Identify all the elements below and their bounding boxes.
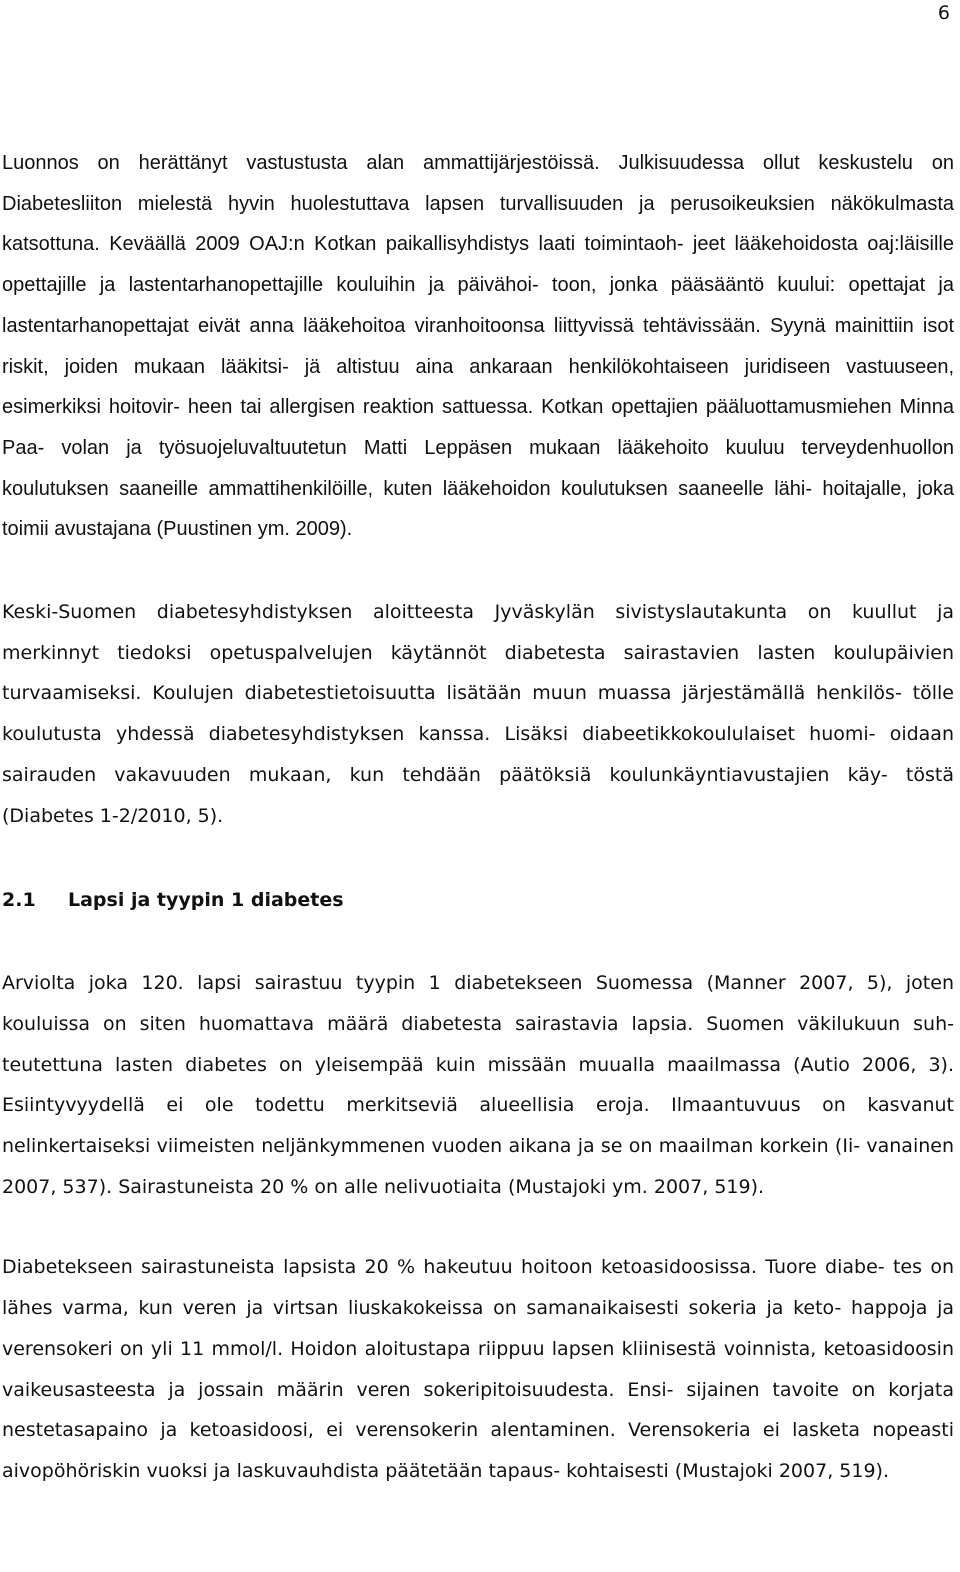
text-line: vanainen 2007, 537). Sairastuneista 20 % on alle nelivuotiaita (Mustajoki ym. 2007, 519). — [2, 1135, 954, 1198]
text-line: jeet lääkehoidosta oaj:läisille opettajille ja lastentarhanopettajille kouluihin ja päivähoi- — [2, 233, 954, 297]
paragraph-prevalence — [2, 963, 954, 1207]
document-body — [2, 143, 954, 1492]
text-line: voinnista, ketoasidoosin vaikeusasteesta ja jossain määrin veren sokeripitoisuudesta. Ensi- — [2, 1337, 954, 1401]
text-line: merkinnyt tiedoksi opetuspalvelujen käytännöt diabetesta sairastavien lasten koulupäivien — [2, 641, 954, 664]
text-line: 3). Esiintyvyydellä ei ole todettu merkitseviä alueellisia eroja. Ilmaantuvuus on kasvanut — [2, 1053, 954, 1117]
section-heading — [2, 880, 954, 920]
text-line: oidaan sairauden vakavuuden mukaan, kun tehdään päätöksiä koulunkäyntiavustajien käy- — [2, 723, 954, 786]
text-line: toon, jonka pääsääntö kuului: opettajat ja lastentarhanopettajat eivät anna lääkehoitoa — [2, 274, 955, 337]
text-line: Verensokeria ei lasketa nopeasti aivopöhöriskin vuoksi ja laskuvauhdista päätetään tapaus- — [2, 1419, 955, 1482]
text-line: tes on lähes varma, kun veren ja virtsan liuskakokeissa on samanaikaisesti sokeria ja keto- — [2, 1256, 954, 1320]
text-line: teutettuna lasten diabetes on yleisempää kuin missään muualla maailmassa (Autio 2006, — [2, 1053, 929, 1076]
text-line: jä altistuu aina ankaraan henkilökohtaiseen juridiseen vastuuseen, esimerkiksi hoitovir- — [2, 355, 955, 419]
text-line: viranhoitoonsa liittyvissä tehtävissään. Syynä mainittiin isot riskit, joiden mukaan lääkitsi- — [2, 314, 955, 378]
text-line: sijainen tavoite on korjata nestetasapaino ja ketoasidoosi, ei verensokerin alentaminen. — [2, 1378, 955, 1442]
paragraph-keski-suomi — [2, 592, 954, 836]
text-line: kouluissa on siten huomattava määrä diabetesta sairastavia lapsia. Suomen väkilukuun suh- — [2, 1012, 954, 1035]
text-line: happoja ja verensokeri on yli 11 mmol/l. Hoidon aloitustapa riippuu lapsen kliinisestä — [2, 1297, 954, 1360]
text-line: näkökulmasta katsottuna. Keväällä 2009 OAJ:n Kotkan paikallisyhdistys laati toimintaoh- — [2, 192, 954, 256]
text-line: töstä (Diabetes 1-2/2010, 5). — [2, 763, 954, 827]
text-line: turvaamiseksi. Koulujen diabetestietoisuutta lisätään muun muassa järjestämällä henkilös- — [2, 682, 902, 705]
text-line: Arviolta joka 120. lapsi sairastuu tyypin 1 diabetekseen Suomessa (Manner 2007, 5), joten — [2, 972, 954, 995]
text-line: nelinkertaiseksi viimeisten neljänkymmenen vuoden aikana ja se on maailman korkein (Ii- — [2, 1135, 861, 1158]
text-line: koulutuksen saaneille ammattihenkilöille, kuten lääkehoidon koulutuksen saaneelle lähi- — [2, 477, 812, 500]
page-number: 6 — [937, 2, 950, 24]
text-line: kohtaisesti (Mustajoki 2007, 519). — [566, 1459, 889, 1482]
paragraph-ketoacidosis — [2, 1247, 954, 1491]
text-line: Keski-Suomen diabetesyhdistyksen aloitteesta Jyväskylän sivistyslautakunta on kuullut ja — [2, 601, 954, 624]
text-line: volan ja työsuojeluvaltuutetun Matti Leppäsen mukaan lääkehoito kuuluu terveydenhuollon — [61, 436, 954, 459]
text-line: heen tai allergisen reaktion sattuessa. Kotkan opettajien pääluottamusmiehen Minna Paa- — [2, 396, 955, 459]
text-line: on Diabetesliiton mielestä hyvin huolestuttava lapsen turvallisuuden ja perusoikeuksien — [2, 152, 954, 215]
text-line: hoitajalle, joka toimii avustajana (Puustinen ym. 2009). — [2, 477, 955, 541]
text-line: Luonnos on herättänyt vastustusta alan ammattijärjestöissä. Julkisuudessa ollut keskustelu — [2, 152, 932, 174]
text-line: tölle koulutusta yhdessä diabetesyhdistyksen kanssa. Lisäksi diabeetikkokoululaiset huomi- — [2, 682, 954, 746]
section-number: 2.1 — [2, 889, 36, 912]
paragraph-opposition — [2, 143, 954, 550]
text-line: Diabetekseen sairastuneista lapsista 20 % hakeutuu hoitoon ketoasidoosissa. Tuore diabe- — [2, 1256, 885, 1279]
section-title: Lapsi ja tyypin 1 diabetes — [68, 889, 344, 912]
